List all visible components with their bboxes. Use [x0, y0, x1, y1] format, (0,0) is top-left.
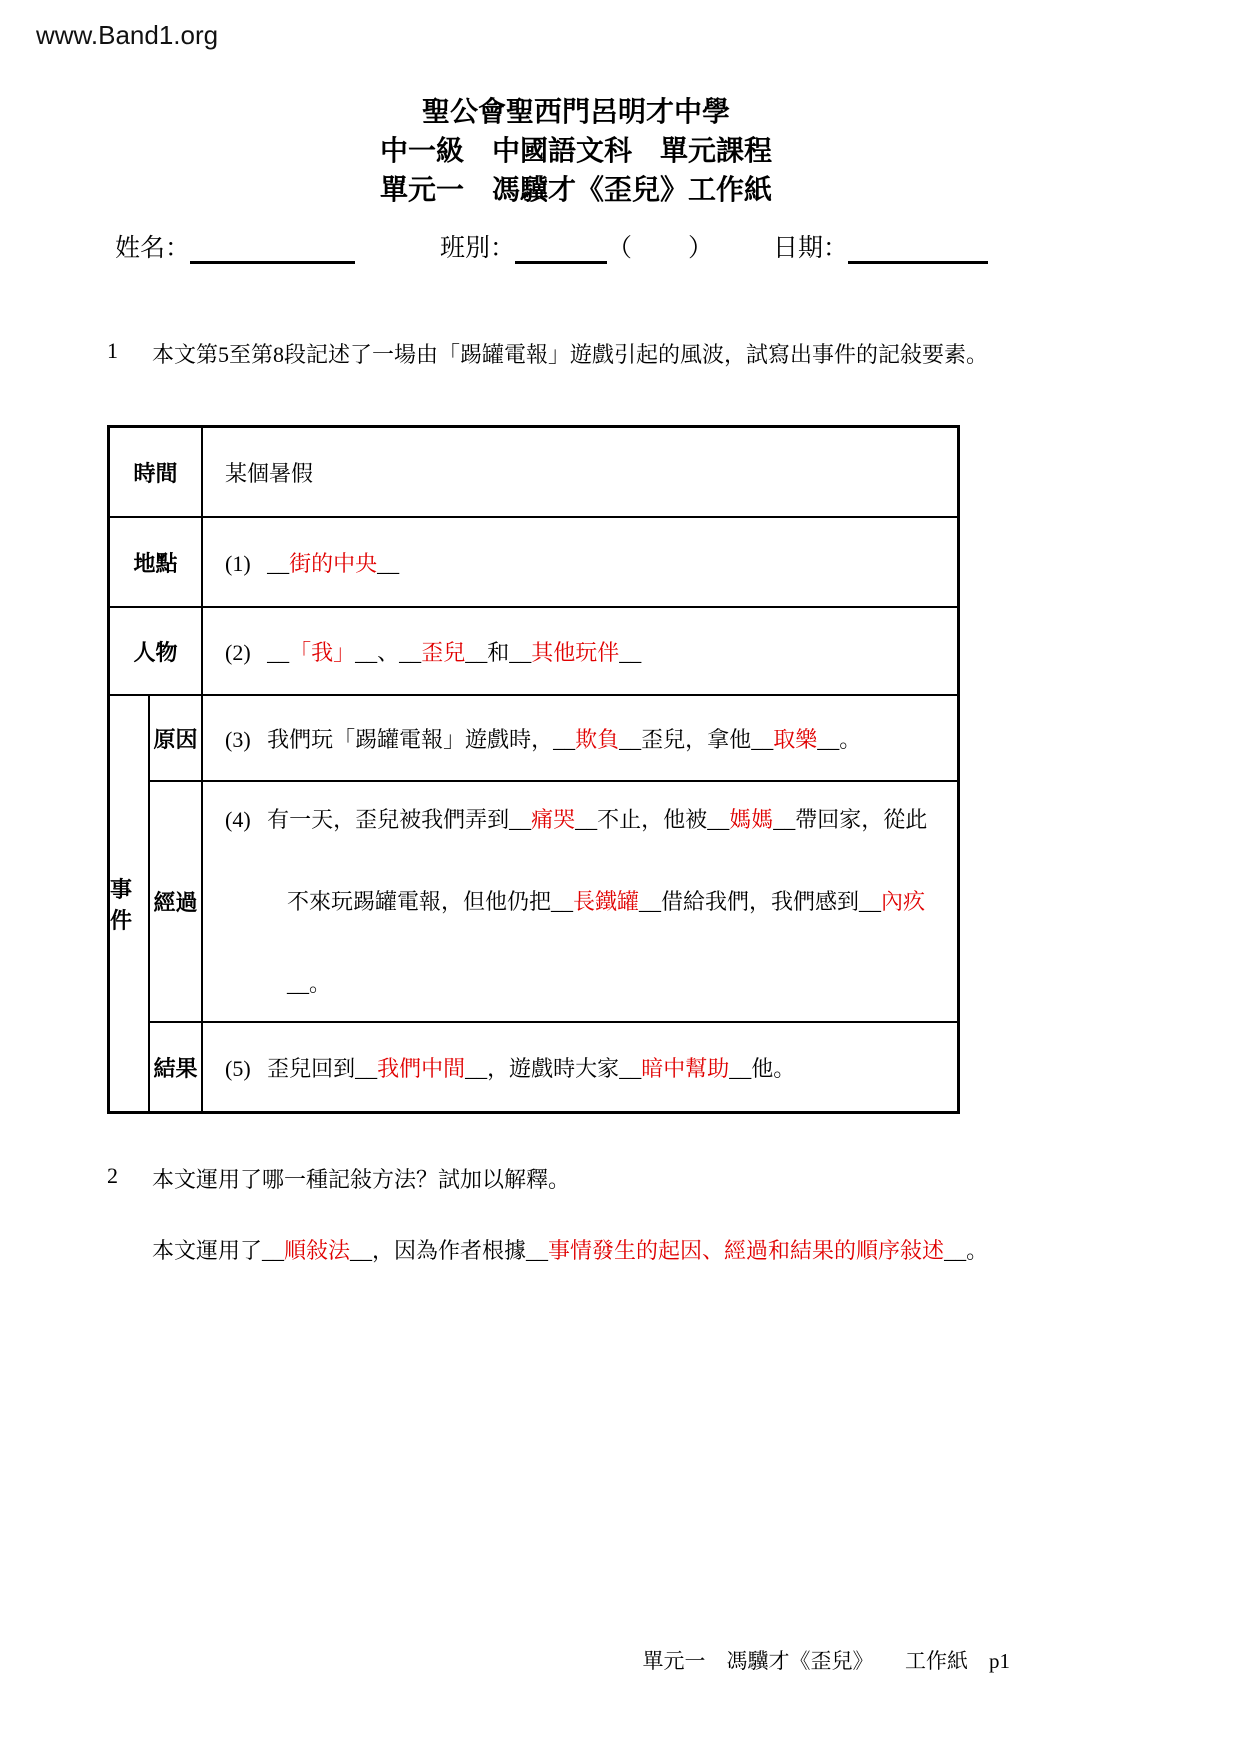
student-info-line	[115, 228, 1140, 264]
answer-text: 某個暑假	[225, 460, 314, 486]
title-worksheet-line: 單元一 馮驥才《歪兒》工作紙	[379, 174, 772, 205]
class-blank	[515, 231, 607, 264]
question-2-answer: 本文運用了__順敍法__，因為作者根據__事情發生的起因、經過和結果的順序敍述__。	[152, 1238, 989, 1263]
question-1-text: 本文第5至第8段記述了一場由「踢罐電報」遊戲引起的風波，試寫出事件的記敍要素。	[152, 342, 989, 367]
class-label: 班別：	[440, 235, 516, 262]
answer-text: (2) __「我」__、__歪兒__和__其他玩伴__	[225, 639, 642, 665]
document-title	[0, 92, 1240, 209]
date-blank	[848, 231, 988, 264]
answer-text: (4) 有一天，歪兒被我們弄到__痛哭__不止，他被__媽媽__帶回家，從此不來玩踢罐電報，但他仍把__長鐵罐__借給我們，我們感到__內疚__。	[225, 806, 928, 996]
table-row-label-cause: 原因	[150, 696, 203, 782]
narrative-elements-table	[107, 425, 960, 1114]
site-watermark: www.Band1.org	[36, 20, 219, 50]
title-school-name: 聖公會聖西門呂明才中學	[421, 96, 730, 127]
table-row-label-event: 事件	[110, 696, 150, 1111]
answer-text: (3) 我們玩「踢罐電報」遊戲時，__欺負__歪兒，拿他__取樂__。	[225, 726, 862, 752]
table-row-content-place	[203, 518, 957, 608]
table-row-label-time: 時間	[110, 428, 203, 518]
question-2-number: 2	[107, 1163, 118, 1188]
name-label: 姓名：	[115, 235, 191, 262]
table-row-content-time	[203, 428, 957, 518]
table-row-content-characters	[203, 608, 957, 696]
answer-text: (1) __街的中央__	[225, 550, 400, 576]
table-row-content-process	[203, 782, 957, 1023]
answer-text: (5) 歪兒回到__我們中間__，遊戲時大家__暗中幫助__他。	[225, 1055, 796, 1081]
table-row-content-cause	[203, 696, 957, 782]
date-label: 日期：	[773, 235, 849, 262]
table-row-label-process: 經過	[150, 782, 203, 1023]
table-row-label-place: 地點	[110, 518, 203, 608]
table-row-label-result: 結果	[150, 1023, 203, 1111]
page-footer: 單元一 馮驥才《歪兒》 工作紙 p1	[642, 1649, 1010, 1673]
table-row-label-characters: 人物	[110, 608, 203, 696]
title-course-line: 中一級 中國語文科 單元課程	[379, 135, 772, 166]
question-2-text: 本文運用了哪一種記敍方法？試加以解釋。	[152, 1167, 571, 1192]
question-1	[107, 338, 1007, 369]
name-blank	[190, 231, 355, 264]
question-1-number: 1	[107, 338, 118, 363]
question-2	[107, 1163, 1007, 1194]
class-number-parentheses: （ ）	[607, 235, 716, 262]
table-row-content-result	[203, 1023, 957, 1111]
